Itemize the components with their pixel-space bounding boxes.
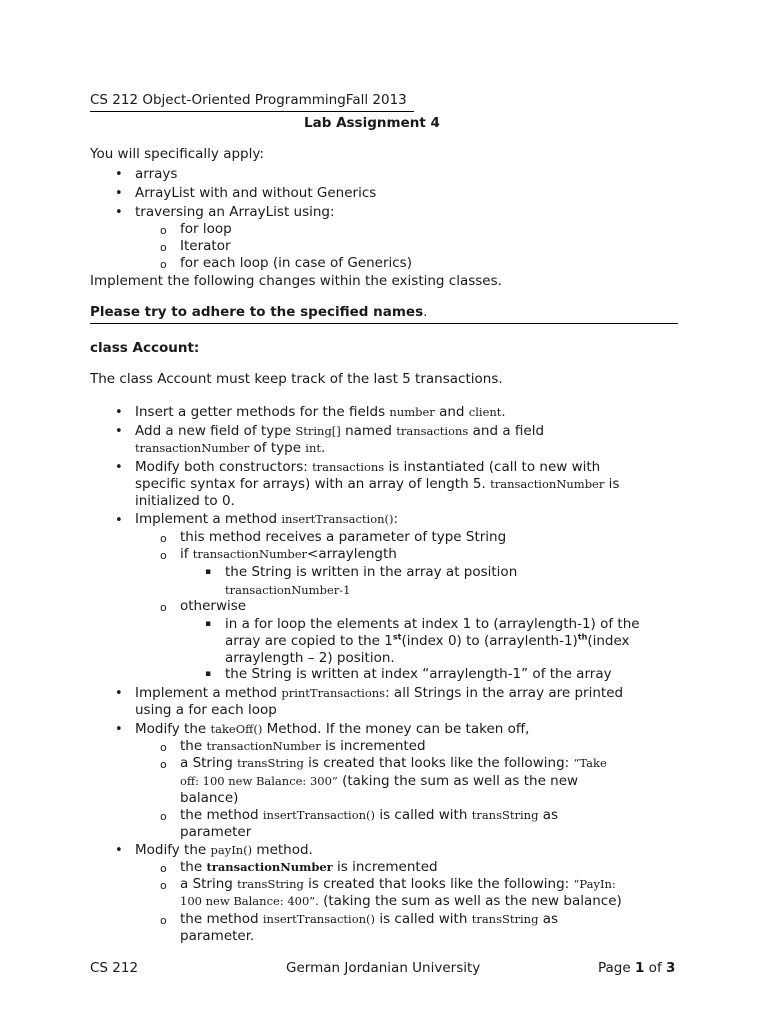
sub-bullet: o bbox=[160, 258, 167, 271]
footer-course: CS 212 bbox=[90, 960, 139, 976]
account-item-takeoff: Modify the takeOff() Method. If the money can be taken off, bbox=[135, 721, 530, 737]
bullet: • bbox=[115, 167, 123, 182]
account-item-constructors-line3: initialized to 0. bbox=[135, 493, 235, 509]
header-rule bbox=[90, 111, 414, 112]
insert-otherwise-detail-line2: array are copied to the 1st(index 0) to (arraylenth-1)$^{th}$(index bbox=[225, 632, 630, 649]
header-course-title: CS 212 Object-Oriented ProgrammingFall 2013 bbox=[90, 92, 407, 108]
section-rule bbox=[90, 323, 678, 324]
takeoff-sub-string-line3: balance) bbox=[180, 790, 239, 806]
insert-sub-if: if transactionNumber<arraylength bbox=[180, 546, 397, 562]
account-item-field-line1: Add a new field of type String[] named transactions and a field bbox=[135, 423, 545, 439]
insert-otherwise-detail-line1: in a for loop the elements at index 1 to (arraylength-1) of the bbox=[225, 616, 640, 632]
account-item-getters: Insert a getter methods for the fields number and client. bbox=[135, 404, 506, 420]
sub-bullet: o bbox=[160, 601, 167, 614]
account-item-constructors-line1: Modify both constructors: transactions is instantiated (call to new with bbox=[135, 459, 601, 475]
bullet: • bbox=[115, 405, 123, 420]
sub-bullet: o bbox=[160, 224, 167, 237]
section-title: class Account: bbox=[90, 340, 200, 356]
sub-bullet: o bbox=[160, 879, 167, 892]
bullet: • bbox=[115, 722, 123, 737]
account-item-constructors-line2: specific syntax for arrays) with an array of length 5. transactionNumber is bbox=[135, 476, 620, 492]
account-item-print-line1: Implement a method printTransactions: all Strings in the array are printed bbox=[135, 685, 624, 701]
bullet: • bbox=[115, 205, 123, 220]
insert-otherwise-detail-line3: arraylength – 2) position. bbox=[225, 650, 395, 666]
emphasis-line bbox=[90, 304, 427, 320]
bullet: • bbox=[115, 513, 123, 528]
intro-item: ArrayList with and without Generics bbox=[135, 185, 377, 201]
account-item-print-line2: using a for each loop bbox=[135, 702, 277, 718]
takeoff-sub-string-line2: off: 100 new Balance: 300” (taking the sum as well as the new bbox=[180, 773, 579, 789]
sub-bullet: o bbox=[160, 862, 167, 875]
sub-bullet: o bbox=[160, 532, 167, 545]
emphasis-period: . bbox=[423, 304, 428, 320]
intro-lead: You will specifically apply: bbox=[90, 146, 264, 162]
bullet: • bbox=[115, 843, 123, 858]
sub-bullet: o bbox=[160, 914, 167, 927]
account-item-field-line2: transactionNumber of type int. bbox=[135, 440, 326, 456]
section-lead: The class Account must keep track of the last 5 transactions. bbox=[90, 371, 503, 387]
sub-sub-bullet: ▪ bbox=[205, 669, 212, 679]
insert-if-detail-code: transactionNumber-1 bbox=[225, 583, 351, 597]
payin-sub-string-line2: 100 new Balance: 400”. (taking the sum as well as the new balance) bbox=[180, 893, 622, 909]
payin-sub-call-line1: the method insertTransaction() is called with transString as bbox=[180, 911, 559, 927]
intro-subitem: for each loop (in case of Generics) bbox=[180, 255, 412, 271]
insert-otherwise-final: the String is written at index “arraylength-1” of the array bbox=[225, 666, 612, 682]
sub-bullet: o bbox=[160, 741, 167, 754]
sub-bullet: o bbox=[160, 758, 167, 771]
takeoff-sub-call-line2: parameter bbox=[180, 824, 252, 840]
payin-sub-increment: the transactionNumber is incremented bbox=[180, 859, 438, 875]
document-title: Lab Assignment 4 bbox=[304, 115, 440, 131]
intro-subitem: Iterator bbox=[180, 238, 231, 254]
footer-university: German Jordanian University bbox=[286, 960, 481, 976]
intro-subitem: for loop bbox=[180, 221, 232, 237]
takeoff-sub-string-line1: a String transString is created that looks like the following: “Take bbox=[180, 755, 607, 771]
intro-item: arrays bbox=[135, 166, 178, 182]
sub-bullet: o bbox=[160, 549, 167, 562]
sub-sub-bullet: ▪ bbox=[205, 619, 212, 629]
bullet: • bbox=[115, 424, 123, 439]
account-item-insert: Implement a method insertTransaction(): bbox=[135, 511, 399, 527]
emphasis-text: Please try to adhere to the specified names bbox=[90, 304, 424, 320]
sub-sub-bullet: ▪ bbox=[205, 567, 212, 577]
insert-if-detail: the String is written in the array at position bbox=[225, 564, 518, 580]
insert-sub-param: this method receives a parameter of type String bbox=[180, 529, 507, 545]
bullet: • bbox=[115, 686, 123, 701]
intro-item: traversing an ArrayList using: bbox=[135, 204, 335, 220]
intro-closing: Implement the following changes within the existing classes. bbox=[90, 273, 502, 289]
takeoff-sub-increment: the transactionNumber is incremented bbox=[180, 738, 426, 754]
sub-bullet: o bbox=[160, 810, 167, 823]
sub-bullet: o bbox=[160, 241, 167, 254]
payin-sub-string-line1: a String transString is created that looks like the following: “PayIn: bbox=[180, 876, 616, 892]
payin-sub-call-line2: parameter. bbox=[180, 928, 255, 944]
takeoff-sub-call-line1: the method insertTransaction() is called with transString as bbox=[180, 807, 559, 823]
bullet: • bbox=[115, 460, 123, 475]
account-item-payin: Modify the payIn() method. bbox=[135, 842, 313, 858]
insert-sub-otherwise: otherwise bbox=[180, 598, 247, 614]
bullet: • bbox=[115, 186, 123, 201]
footer-page-number: Page 1 of 3 bbox=[598, 960, 676, 976]
